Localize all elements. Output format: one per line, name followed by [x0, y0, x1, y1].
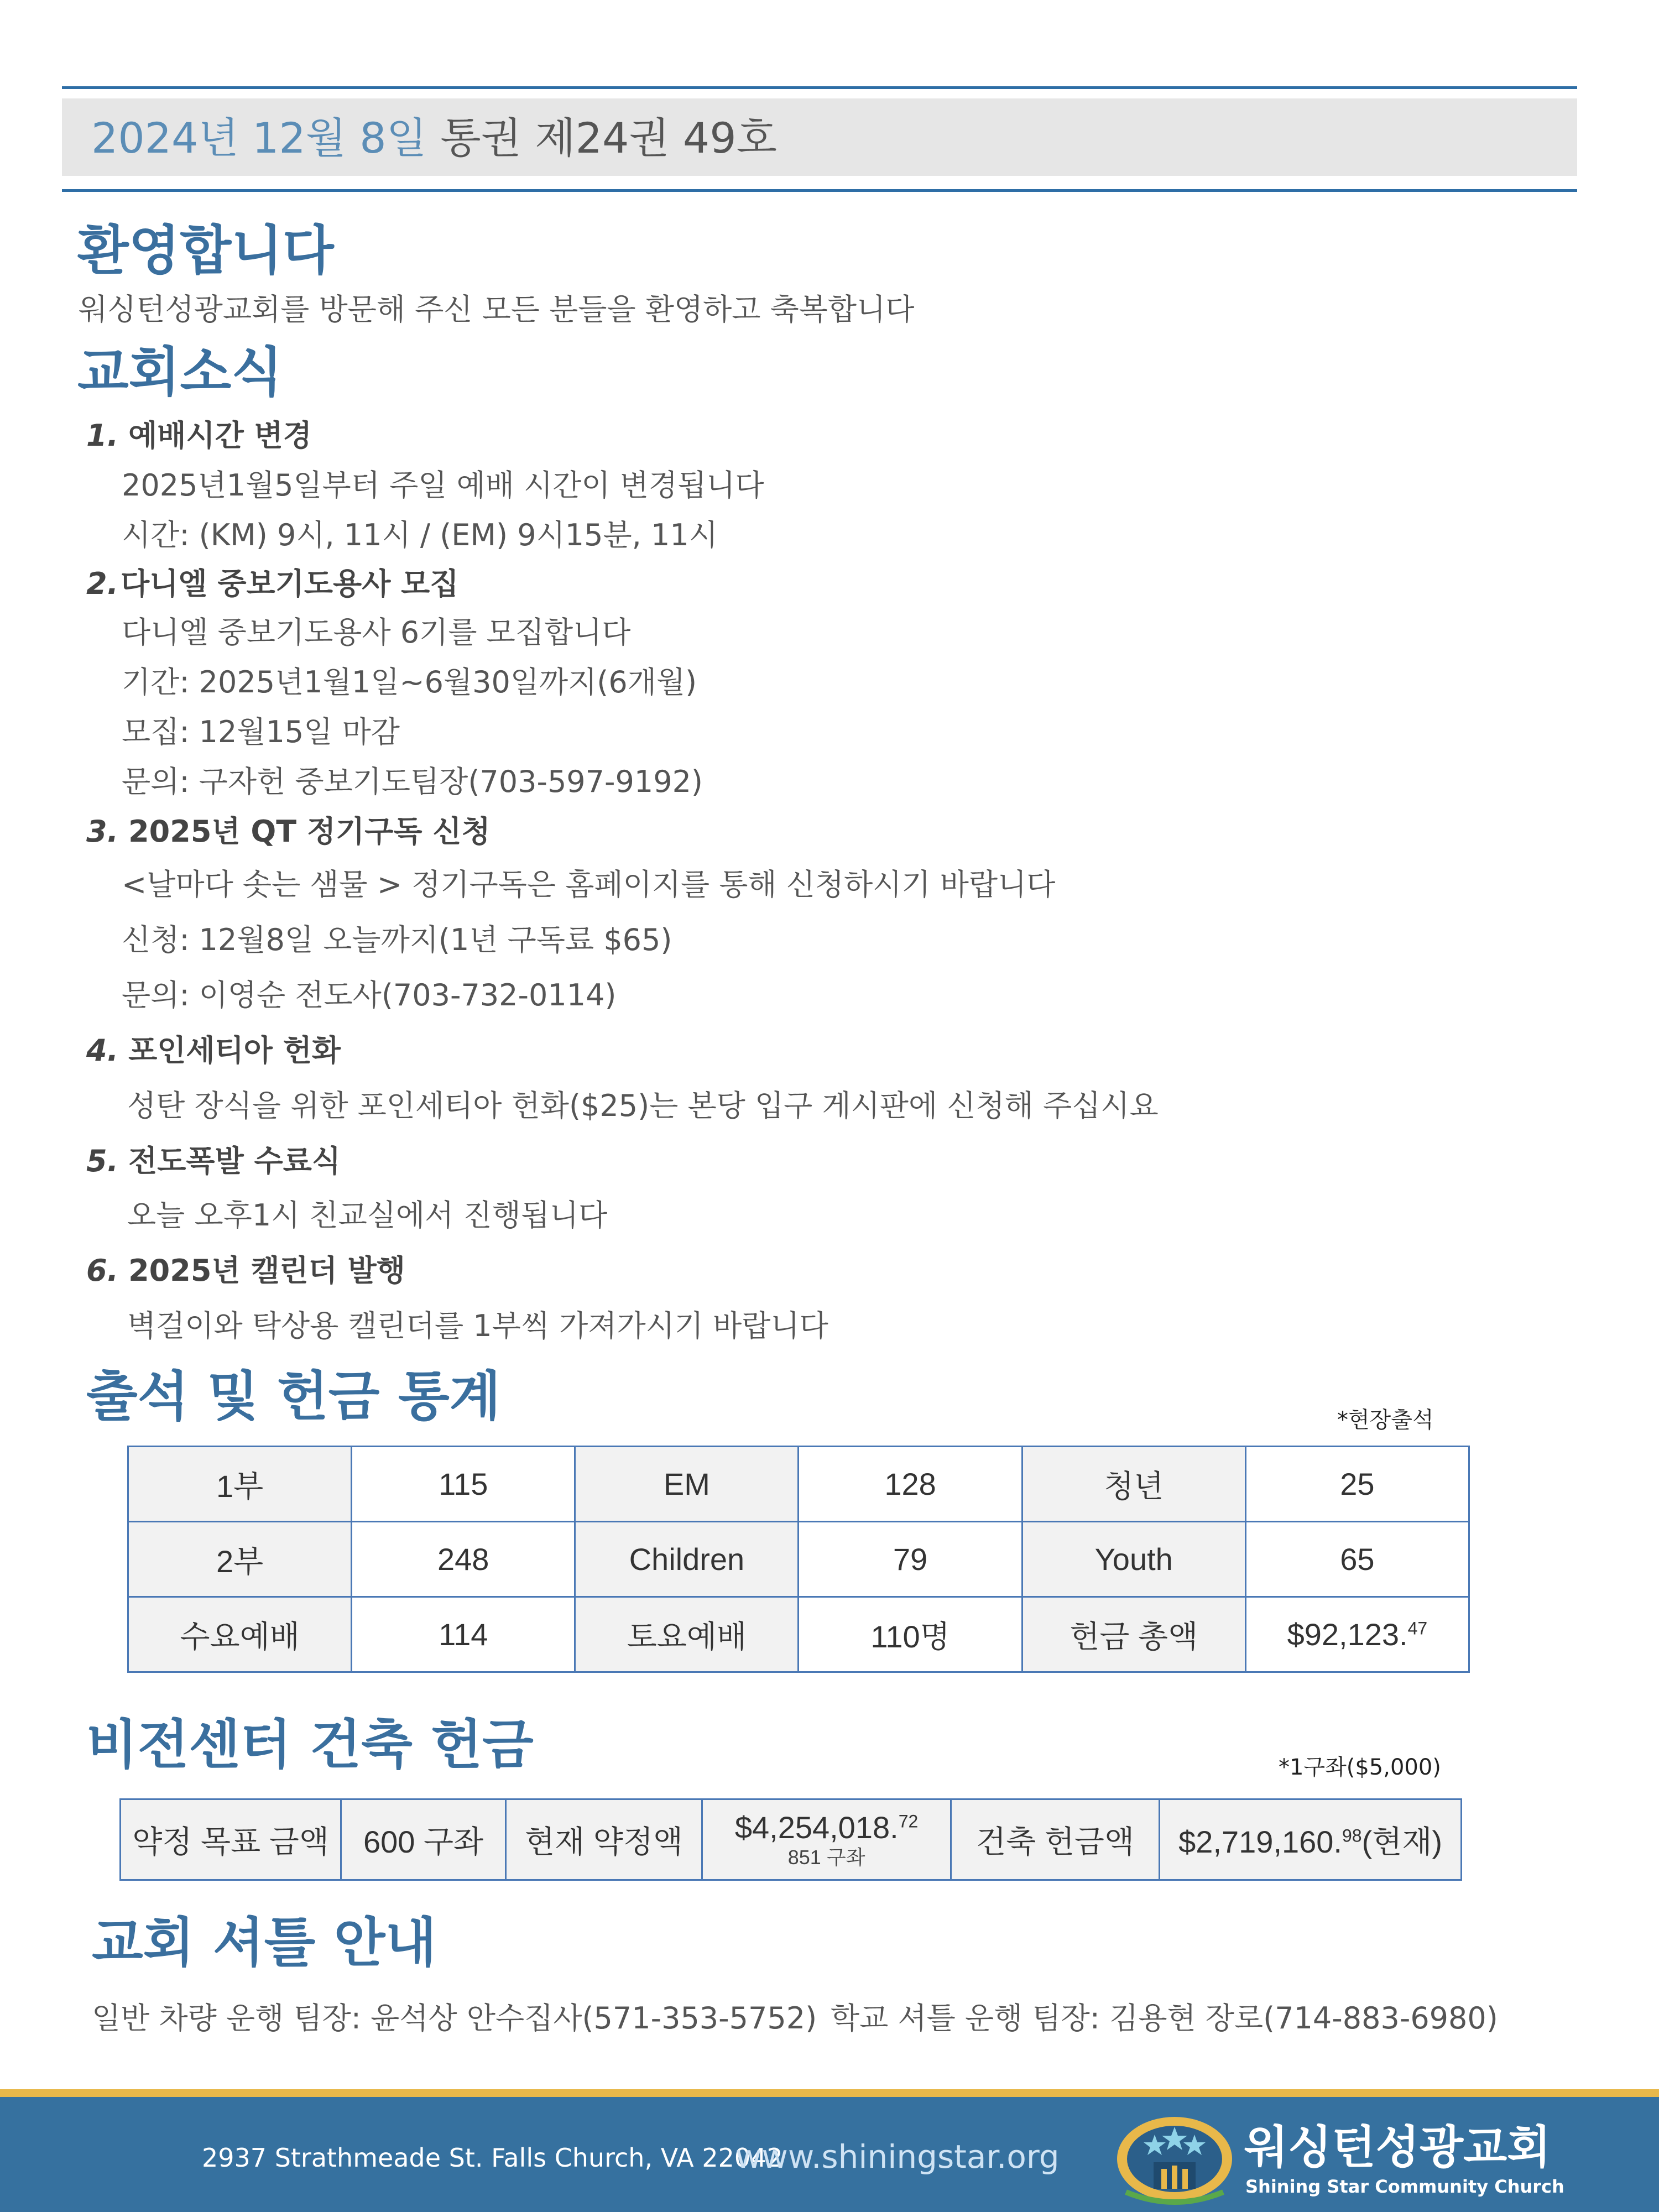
welcome-text: 워싱턴성광교회를 방문해 주신 모든 분들을 환영하고 축복합니다 [79, 292, 915, 327]
table-cell: 1부 [128, 1447, 352, 1522]
table-cell: 헌금 총액 [1022, 1597, 1245, 1672]
news-item-6-heading [86, 1253, 405, 1288]
table-cell: 25 [1245, 1447, 1469, 1522]
news-item-2-line-3: 모집: 12월15일 마감 [122, 714, 400, 749]
current-pledge-label: 현재 약정액 [505, 1799, 702, 1880]
church-website-link[interactable]: www.shiningstar.org [735, 2138, 1060, 2176]
welcome-title: 환영합니다 [77, 220, 334, 281]
building-fund-table [119, 1798, 1462, 1881]
attendance-table [127, 1446, 1470, 1673]
news-item-5-line-1: 오늘 오후1시 친교실에서 진행됩니다 [127, 1198, 608, 1233]
news-item-title: 전도폭발 수료식 [128, 1144, 341, 1178]
news-item-5-heading [86, 1144, 341, 1179]
vision-title: 비전센터 건축 헌금 [86, 1714, 534, 1776]
table-cell: 79 [799, 1522, 1022, 1597]
pledge-goal-label: 약정 목표 금액 [121, 1799, 341, 1880]
news-item-4-line-1: 성탄 장식을 위한 포인세티아 헌화($25)는 본당 입구 게시판에 신청해 주십시요 [127, 1088, 1159, 1123]
issue-number: 통권 제24권 49호 [440, 113, 778, 163]
table-row [128, 1597, 1469, 1672]
table-cell: 수요예배 [128, 1597, 352, 1672]
news-item-1-line-2: 시간: (KM) 9시, 11시 / (EM) 9시15분, 11시 [122, 518, 718, 552]
table-row [121, 1799, 1462, 1880]
building-fund-suffix: (현재) [1361, 1824, 1443, 1859]
news-item-3-line-1: <날마다 솟는 샘물 > 정기구독은 홈페이지를 통해 신청하시기 바랍니다 [122, 867, 1056, 902]
building-fund-cell [1160, 1799, 1462, 1880]
issue-date: 2024년 12월 8일 [91, 113, 427, 163]
table-cell: 114 [352, 1597, 575, 1672]
footer-gold-rule [0, 2089, 1659, 2097]
attendance-note: *현장출석 [1337, 1407, 1434, 1433]
news-item-2-line-1: 다니엘 중보기도용사 6기를 모집합니다 [122, 615, 631, 650]
current-pledge-amount: $4,254,018. [734, 1809, 899, 1845]
news-item-3-line-3: 문의: 이영순 전도사(703-732-0114) [122, 978, 617, 1013]
table-row [128, 1522, 1469, 1597]
table-cell: 128 [799, 1447, 1022, 1522]
shuttle-title: 교회 셔틀 안내 [92, 1912, 437, 1974]
offering-total-amount: $92,123. [1287, 1617, 1408, 1652]
offering-total-cell [1245, 1597, 1469, 1672]
news-item-title: 2025년 캘린더 발행 [128, 1253, 405, 1288]
issue-header [91, 113, 777, 164]
news-item-number: 3. [86, 814, 119, 849]
building-fund-label: 건축 헌금액 [951, 1799, 1159, 1880]
offering-total-cents: 47 [1407, 1618, 1428, 1639]
news-item-title: 포인세티아 헌화 [128, 1033, 341, 1068]
church-name-english: Shining Star Community Church [1245, 2176, 1564, 2197]
news-item-1-line-1: 2025년1월5일부터 주일 예배 시간이 변경됩니다 [122, 468, 764, 503]
building-fund-cents: 98 [1342, 1825, 1362, 1845]
table-cell: Youth [1022, 1522, 1245, 1597]
news-item-2-line-2: 기간: 2025년1월1일~6월30일까지(6개월) [122, 665, 697, 700]
church-name-korean: 워싱턴성광교회 [1244, 2121, 1551, 2174]
news-item-title: 다니엘 중보기도용사 모집 [121, 566, 459, 601]
shuttle-general: 일반 차량 운행 팀장: 윤석상 안수집사(571-353-5752) [92, 2001, 817, 2036]
attendance-title: 출석 및 헌금 통계 [86, 1365, 501, 1427]
table-cell: 248 [352, 1522, 575, 1597]
header-top-rule [62, 86, 1577, 89]
news-item-title: 예배시간 변경 [128, 418, 312, 453]
news-item-title: 2025년 QT 정기구독 신청 [128, 814, 491, 849]
news-item-number: 5. [86, 1144, 119, 1178]
news-item-number: 4. [86, 1033, 119, 1068]
pledge-goal-value: 600 구좌 [341, 1799, 506, 1880]
news-item-2-line-4: 문의: 구자헌 중보기도팀장(703-597-9192) [122, 764, 703, 799]
table-cell: Children [575, 1522, 799, 1597]
table-cell: 토요예배 [575, 1597, 799, 1672]
header-bottom-rule [62, 189, 1577, 192]
current-pledge-cell [702, 1799, 951, 1880]
news-item-number: 1. [86, 418, 119, 453]
news-item-number: 6. [86, 1253, 119, 1288]
table-cell: 115 [352, 1447, 575, 1522]
table-cell: 110명 [799, 1597, 1022, 1672]
table-cell: 2부 [128, 1522, 352, 1597]
news-item-2-heading [86, 566, 459, 602]
news-title: 교회소식 [77, 341, 283, 403]
church-address: 2937 Strathmeade St. Falls Church, VA 22042 [202, 2143, 783, 2173]
news-item-4-heading [86, 1033, 341, 1068]
news-item-6-line-1: 벽걸이와 탁상용 캘린더를 1부씩 가져가시기 바랍니다 [127, 1308, 828, 1343]
shuttle-school: 학교 셔틀 운행 팀장: 김용현 장로(714-883-6980) [831, 2001, 1498, 2036]
church-logo-icon [1115, 2115, 1234, 2208]
news-item-1-heading [86, 418, 312, 453]
table-cell: EM [575, 1447, 799, 1522]
news-item-3-heading [86, 814, 491, 849]
table-cell: 65 [1245, 1522, 1469, 1597]
current-pledge-cents: 72 [898, 1811, 919, 1831]
table-row [128, 1447, 1469, 1522]
table-cell: 청년 [1022, 1447, 1245, 1522]
building-fund-amount: $2,719,160. [1178, 1824, 1342, 1859]
vision-note: *1구좌($5,000) [1279, 1755, 1441, 1780]
news-item-number: 2. [86, 566, 119, 601]
news-item-3-line-2: 신청: 12월8일 오늘까지(1년 구독료 $65) [122, 922, 672, 957]
current-pledge-units: 851 구좌 [787, 1845, 865, 1869]
current-pledge-value [703, 1810, 950, 1845]
